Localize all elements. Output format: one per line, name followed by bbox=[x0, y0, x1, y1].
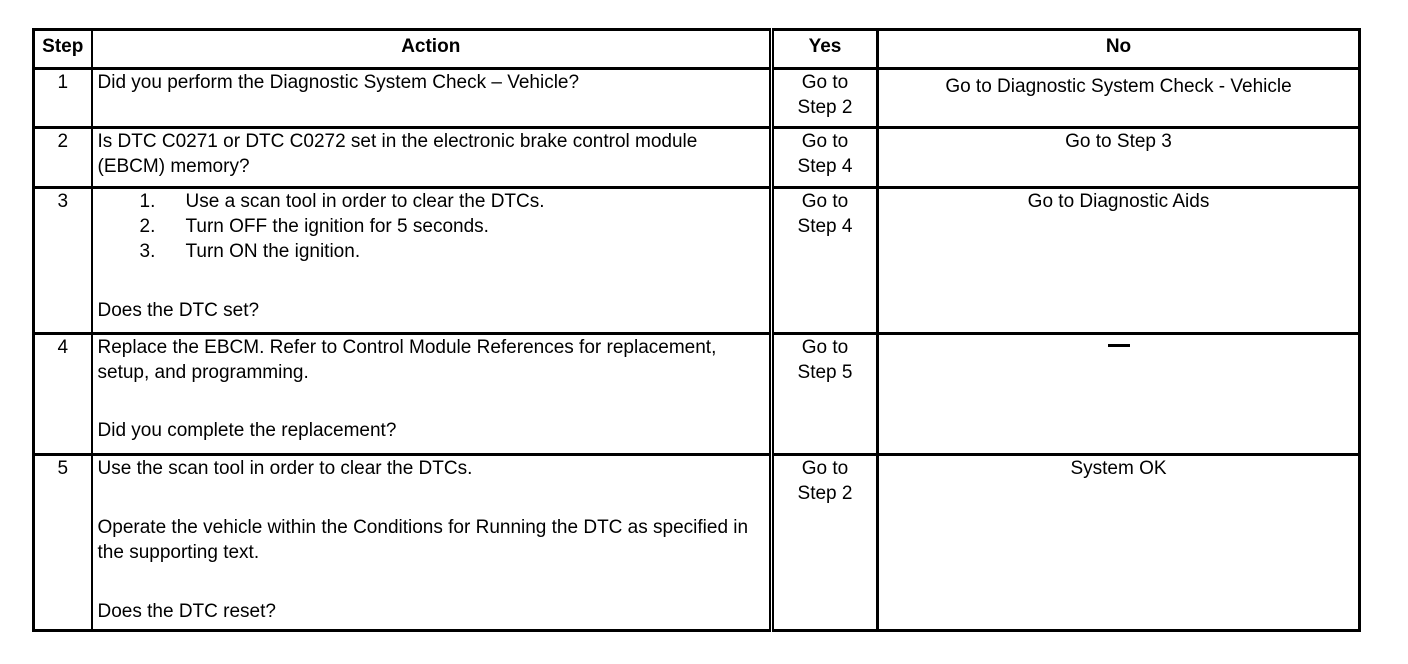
yes-cell bbox=[772, 69, 878, 128]
action-cell bbox=[92, 334, 772, 455]
substep-number: 3. bbox=[139, 241, 156, 262]
table-row bbox=[34, 128, 1360, 188]
action-text: Is DTC C0271 or DTC C0272 set in the electronic brake control module (EBCM) memory? bbox=[92, 128, 772, 188]
step-number: 4 bbox=[34, 334, 92, 455]
list-item bbox=[139, 189, 765, 214]
header-yes: Yes bbox=[772, 30, 878, 69]
yes-cell bbox=[772, 188, 878, 334]
action-question: Does the DTC reset? bbox=[97, 601, 276, 622]
substep-text: Use a scan tool in order to clear the DTCs. bbox=[185, 191, 545, 212]
yes-line-1: Go to bbox=[801, 337, 849, 358]
header-action: Action bbox=[92, 30, 772, 69]
no-cell bbox=[878, 334, 1360, 455]
no-cell: Go to Diagnostic System Check - Vehicle bbox=[878, 69, 1360, 128]
substep-number: 2. bbox=[139, 216, 156, 237]
table-row bbox=[34, 334, 1360, 455]
action-question: Did you complete the replacement? bbox=[97, 420, 397, 441]
action-question: Does the DTC set? bbox=[97, 300, 260, 321]
yes-line-1: Go to bbox=[801, 458, 849, 479]
no-cell: System OK bbox=[878, 455, 1360, 631]
yes-cell bbox=[772, 455, 878, 631]
no-cell: Go to Step 3 bbox=[878, 128, 1360, 188]
header-step: Step bbox=[34, 30, 92, 69]
no-cell: Go to Diagnostic Aids bbox=[878, 188, 1360, 334]
action-text: Use the scan tool in order to clear the DTCs. bbox=[97, 458, 473, 479]
header-row bbox=[34, 30, 1360, 69]
table-row bbox=[34, 188, 1360, 334]
yes-cell bbox=[772, 128, 878, 188]
header-no: No bbox=[878, 30, 1360, 69]
table-row bbox=[34, 455, 1360, 631]
table-row bbox=[34, 69, 1360, 128]
yes-line-2: Step 2 bbox=[797, 483, 853, 504]
substep-number: 1. bbox=[139, 191, 156, 212]
step-number: 1 bbox=[34, 69, 92, 128]
action-text: Did you perform the Diagnostic System Check – Vehicle? bbox=[92, 69, 772, 128]
yes-line-1: Go to bbox=[801, 191, 849, 212]
action-text: Operate the vehicle within the Conditions for Running the DTC as specified in the supporting text. bbox=[97, 517, 749, 563]
yes-line-1: Go to bbox=[801, 131, 849, 152]
diagnostic-table bbox=[32, 28, 1361, 632]
step-number: 2 bbox=[34, 128, 92, 188]
yes-line-2: Step 5 bbox=[797, 362, 853, 383]
action-text: Replace the EBCM. Refer to Control Module References for replacement, setup, and programming. bbox=[97, 337, 717, 383]
yes-line-2: Step 4 bbox=[797, 156, 853, 177]
substep-text: Turn OFF the ignition for 5 seconds. bbox=[185, 216, 489, 237]
step-number: 3 bbox=[34, 188, 92, 334]
list-item bbox=[139, 214, 765, 239]
step-number: 5 bbox=[34, 455, 92, 631]
substep-list bbox=[98, 189, 765, 264]
yes-cell bbox=[772, 334, 878, 455]
list-item bbox=[139, 239, 765, 264]
yes-line-2: Step 4 bbox=[797, 216, 853, 237]
action-cell bbox=[92, 455, 772, 631]
action-cell bbox=[92, 188, 772, 334]
yes-line-1: Go to bbox=[801, 72, 849, 93]
substep-text: Turn ON the ignition. bbox=[185, 241, 361, 262]
yes-line-2: Step 2 bbox=[797, 97, 853, 118]
dash-mark bbox=[1108, 344, 1130, 347]
